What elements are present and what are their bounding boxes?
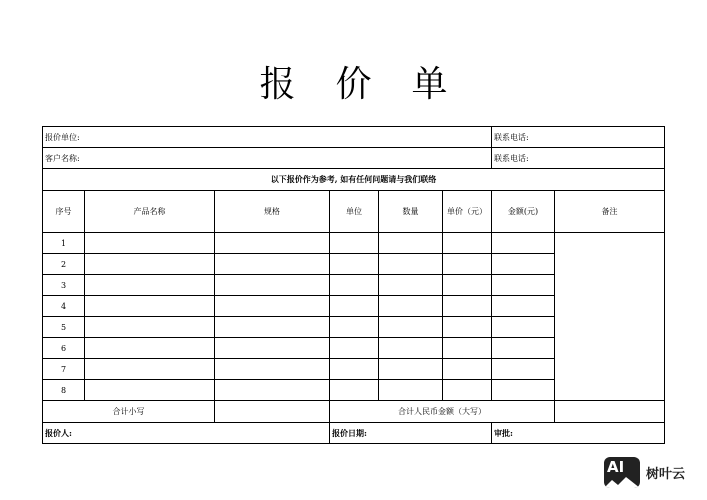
row-number: 7 — [43, 359, 85, 380]
signature-row — [43, 423, 665, 444]
row-number: 1 — [43, 233, 85, 254]
unit-cell[interactable] — [330, 254, 379, 275]
leaf-ai-logo-icon — [604, 457, 640, 488]
amount-cell[interactable] — [492, 338, 555, 359]
page-title: 报价单 — [259, 64, 488, 105]
product-name-cell[interactable] — [85, 233, 215, 254]
unit-cell[interactable] — [330, 359, 379, 380]
row-number: 3 — [43, 275, 85, 296]
unit-cell[interactable] — [330, 317, 379, 338]
phone-label: 联系电话: — [494, 153, 529, 163]
unit-cell[interactable] — [330, 275, 379, 296]
quote-unit-row — [43, 127, 665, 148]
customer-row — [43, 148, 665, 169]
spec-cell[interactable] — [215, 254, 330, 275]
product-name-cell[interactable] — [85, 338, 215, 359]
row-number: 2 — [43, 254, 85, 275]
product-name-cell[interactable] — [85, 359, 215, 380]
unit-price-cell[interactable] — [443, 254, 492, 275]
unit-price-cell[interactable] — [443, 338, 492, 359]
unit-price-cell[interactable] — [443, 359, 492, 380]
amount-cell[interactable] — [492, 254, 555, 275]
column-header-remark: 备注 — [555, 191, 665, 233]
customer-name-label: 客户名称: — [45, 153, 80, 163]
notice-row — [43, 169, 665, 191]
phone-field-1[interactable] — [492, 127, 665, 148]
quoter-field[interactable] — [43, 423, 330, 444]
logo-badge-text: AI — [607, 457, 625, 476]
quoter-label: 报价人: — [45, 427, 72, 438]
row-number: 6 — [43, 338, 85, 359]
amount-cell[interactable] — [492, 233, 555, 254]
quote-unit-label: 报价单位: — [45, 132, 80, 142]
column-header-amount: 金额(元) — [492, 191, 555, 233]
remark-cell[interactable] — [555, 233, 665, 401]
quote-table — [42, 126, 665, 444]
quote-unit-field[interactable] — [43, 127, 492, 148]
spec-cell[interactable] — [215, 296, 330, 317]
approval-label: 审批: — [494, 427, 513, 438]
mountain-icon — [604, 474, 640, 488]
amount-cell[interactable] — [492, 296, 555, 317]
total-lower-label: 合计小写 — [43, 401, 215, 423]
amount-cell[interactable] — [492, 317, 555, 338]
quantity-cell[interactable] — [379, 275, 443, 296]
watermark-logo — [604, 455, 700, 489]
row-number: 8 — [43, 380, 85, 401]
quantity-cell[interactable] — [379, 317, 443, 338]
watermark-text: 树叶云 — [646, 466, 686, 482]
unit-cell[interactable] — [330, 380, 379, 401]
column-header-qty: 数量 — [379, 191, 443, 233]
quantity-cell[interactable] — [379, 296, 443, 317]
product-name-cell[interactable] — [85, 317, 215, 338]
product-name-cell[interactable] — [85, 296, 215, 317]
unit-cell[interactable] — [330, 296, 379, 317]
spec-cell[interactable] — [215, 317, 330, 338]
unit-cell[interactable] — [330, 233, 379, 254]
row-number: 4 — [43, 296, 85, 317]
row-number: 5 — [43, 317, 85, 338]
spec-cell[interactable] — [215, 359, 330, 380]
spec-cell[interactable] — [215, 338, 330, 359]
table-row — [43, 233, 665, 254]
unit-price-cell[interactable] — [443, 296, 492, 317]
column-header-product: 产品名称 — [85, 191, 215, 233]
quantity-cell[interactable] — [379, 359, 443, 380]
phone-field-2[interactable] — [492, 148, 665, 169]
customer-name-field[interactable] — [43, 148, 492, 169]
product-name-cell[interactable] — [85, 380, 215, 401]
total-lower-value[interactable] — [215, 401, 330, 423]
notice-text: 以下报价作为参考, 如有任何问题请与我们联络 — [43, 169, 665, 191]
unit-price-cell[interactable] — [443, 233, 492, 254]
product-name-cell[interactable] — [85, 254, 215, 275]
quantity-cell[interactable] — [379, 338, 443, 359]
unit-price-cell[interactable] — [443, 317, 492, 338]
spec-cell[interactable] — [215, 275, 330, 296]
unit-price-cell[interactable] — [443, 380, 492, 401]
quote-date-field[interactable] — [330, 423, 492, 444]
spec-cell[interactable] — [215, 380, 330, 401]
column-header-no: 序号 — [43, 191, 85, 233]
spec-cell[interactable] — [215, 233, 330, 254]
totals-row — [43, 401, 665, 423]
quote-date-label: 报价日期: — [332, 427, 367, 438]
amount-cell[interactable] — [492, 380, 555, 401]
total-upper-value[interactable] — [555, 401, 665, 423]
column-header-unit: 单位 — [330, 191, 379, 233]
column-header-spec: 规格 — [215, 191, 330, 233]
unit-price-cell[interactable] — [443, 275, 492, 296]
amount-cell[interactable] — [492, 275, 555, 296]
approval-field[interactable] — [492, 423, 665, 444]
column-header-row — [43, 191, 665, 233]
unit-cell[interactable] — [330, 338, 379, 359]
total-upper-label: 合计人民币金额（大写） — [330, 401, 555, 423]
column-header-unit-price: 单价（元） — [443, 191, 492, 233]
phone-label: 联系电话: — [494, 132, 529, 142]
amount-cell[interactable] — [492, 359, 555, 380]
product-name-cell[interactable] — [85, 275, 215, 296]
quantity-cell[interactable] — [379, 233, 443, 254]
quantity-cell[interactable] — [379, 254, 443, 275]
quantity-cell[interactable] — [379, 380, 443, 401]
